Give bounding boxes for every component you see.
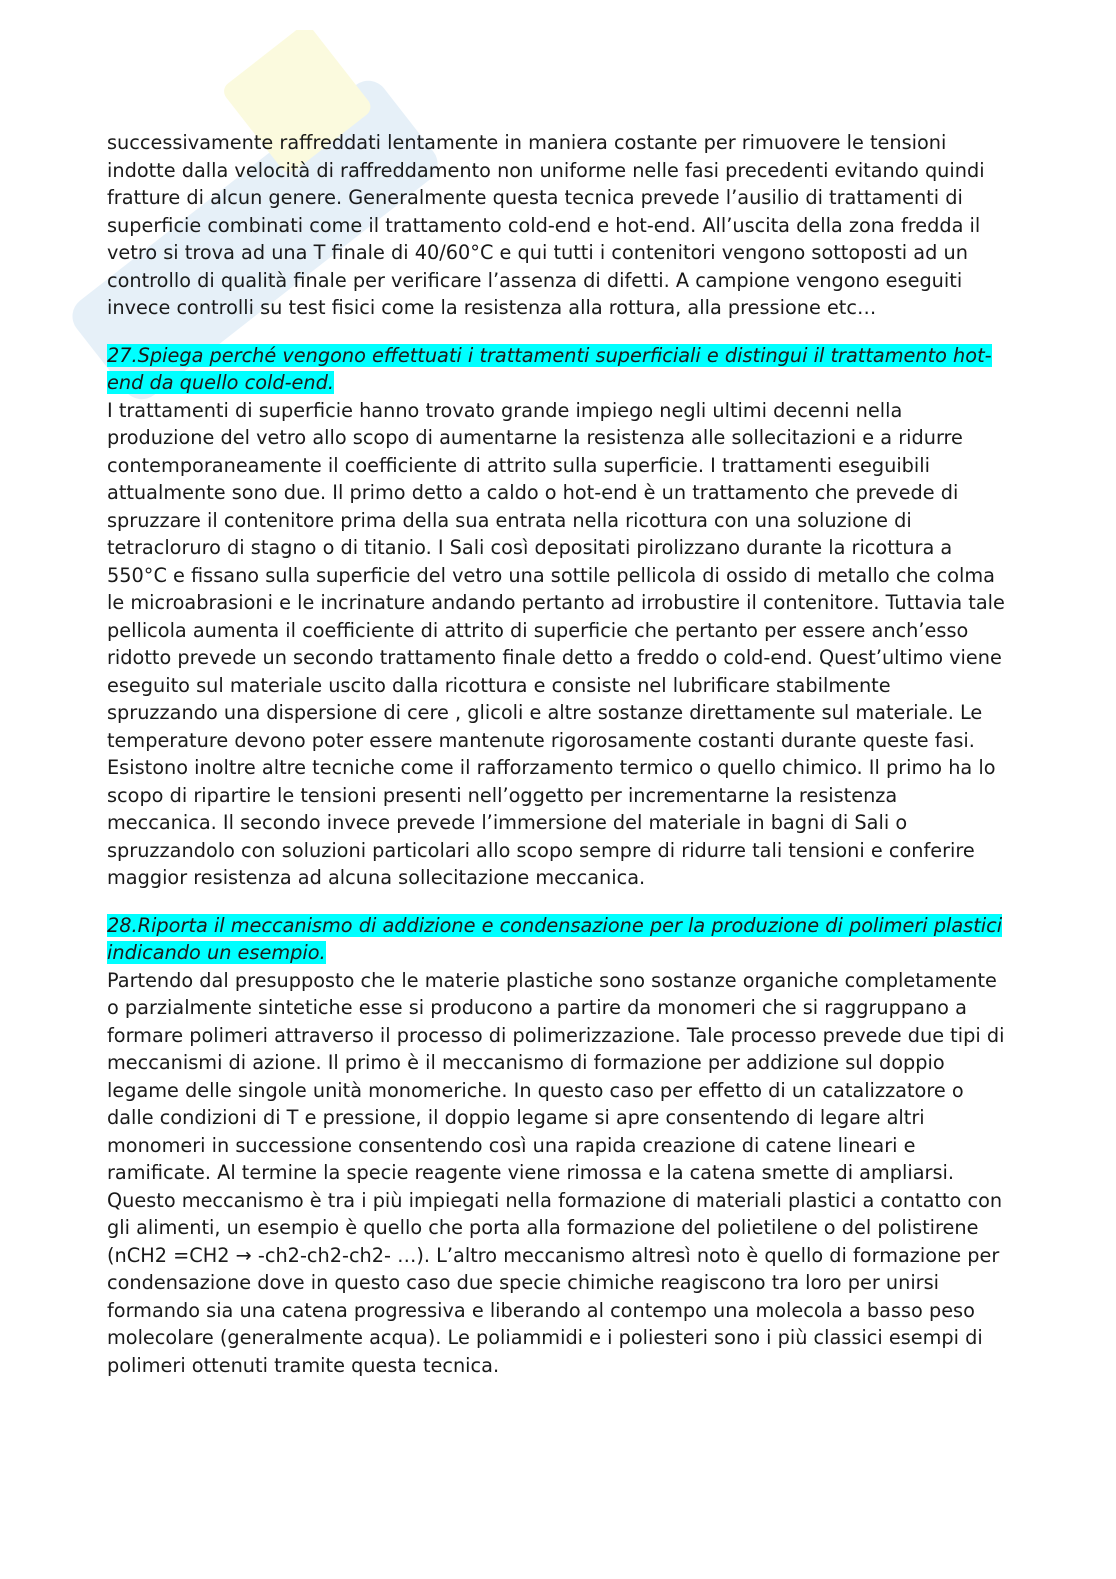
question-28-answer: Partendo dal presupposto che le materie plastiche sono sostanze organiche completamente o parzialmente sintetiche esse si producono a partire da monomeri che si raggruppano a formare polimeri attraverso il processo di polimerizzazione. Tale processo prevede due tipi di meccanismi di azione. Il primo è il meccanismo di formazione per addizione sul doppio legame delle singole unità monomeriche. In questo caso per effetto di un catalizzatore o dalle condizioni di T e pressione, il doppio legame si apre consentendo di legare altri monomeri in successione consentendo così una rapida creazione di catene lineari e ramificate. Al termine la specie reagente viene rimossa e la catena smette di ampliarsi. Questo meccanismo è tra i più impiegati nella formazione di materiali plastici a contatto con gli alimenti, un esempio è quello che porta alla formazione del polietilene o del polistirene (nCH2 =CH2 → -ch2-ch2-ch2- …). L’altro meccanismo altresì noto è quello di formazione per condensazione dove in questo caso due specie chimiche reagiscono tra loro per unirsi formando sia una catena progressiva e liberando al contempo una molecola a basso peso molecolare (generalmente acqua). Le poliammidi e i poliesteri sono i più classici esempi di polimeri ottenuti tramite questa tecnica. <box>107 968 1005 1377</box>
question-28-heading: 28.Riporta il meccanismo di addizione e condensazione per la produzione di polimeri plastici indicando un esempio. <box>107 913 1003 964</box>
question-27-heading: 27.Spiega perché vengono effettuati i trattamenti superficiali e distingui il trattamento hot-end da quello cold-end. <box>107 343 992 394</box>
document-page <box>107 129 1007 1379</box>
intro-paragraph: successivamente raffreddati lentamente in maniera costante per rimuovere le tensioni indotte dalla velocità di raffreddamento non uniforme nelle fasi precedenti evitando quindi fratture di alcun genere. Generalmente questa tecnica prevede l’ausilio di trattamenti di superficie combinati come il trattamento cold-end e hot-end. All’uscita della zona fredda il vetro si trova ad una T finale di 40/60°C e qui tutti i contenitori vengono sottoposti ad un controllo di qualità finale per verificare l’assenza di difetti. A campione vengono eseguiti invece controlli su test fisici come la resistenza alla rottura, alla pressione etc… <box>107 131 985 319</box>
question-27-answer: I trattamenti di superficie hanno trovato grande impiego negli ultimi decenni nella produzione del vetro allo scopo di aumentarne la resistenza alle sollecitazioni e a ridurre contemporaneamente il coefficiente di attrito sulla superficie. I trattamenti eseguibili attualmente sono due. Il primo detto a caldo o hot-end è un trattamento che prevede di spruzzare il contenitore prima della sua entrata nella ricottura con una soluzione di tetracloruro di stagno o di titanio. I Sali così depositati pirolizzano durante la ricottura a 550°C e fissano sulla superficie del vetro una sottile pellicola di ossido di metallo che colma le microabrasioni e le incrinature andando pertanto ad irrobustire il contenitore. Tuttavia tale pellicola aumenta il coefficiente di attrito di superficie che pertanto per essere anch’esso ridotto prevede un secondo trattamento finale detto a freddo o cold-end. Quest’ultimo viene eseguito sul materiale uscito dalla ricottura e consiste nel lubrificare stabilmente spruzzando una dispersione di cere , glicoli e altre sostanze direttamente sul materiale. Le temperature devono poter essere mantenute rigorosamente costanti durante queste fasi. Esistono inoltre altre tecniche come il rafforzamento termico o quello chimico. Il primo ha lo scopo di ripartire le tensioni presenti nell’oggetto per incrementarne la resistenza meccanica. Il secondo invece prevede l’immersione del materiale in bagni di Sali o spruzzandolo con soluzioni particolari allo scopo sempre di ridurre tali tensioni e conferire maggior resistenza ad alcuna sollecitazione meccanica. <box>107 398 1005 889</box>
